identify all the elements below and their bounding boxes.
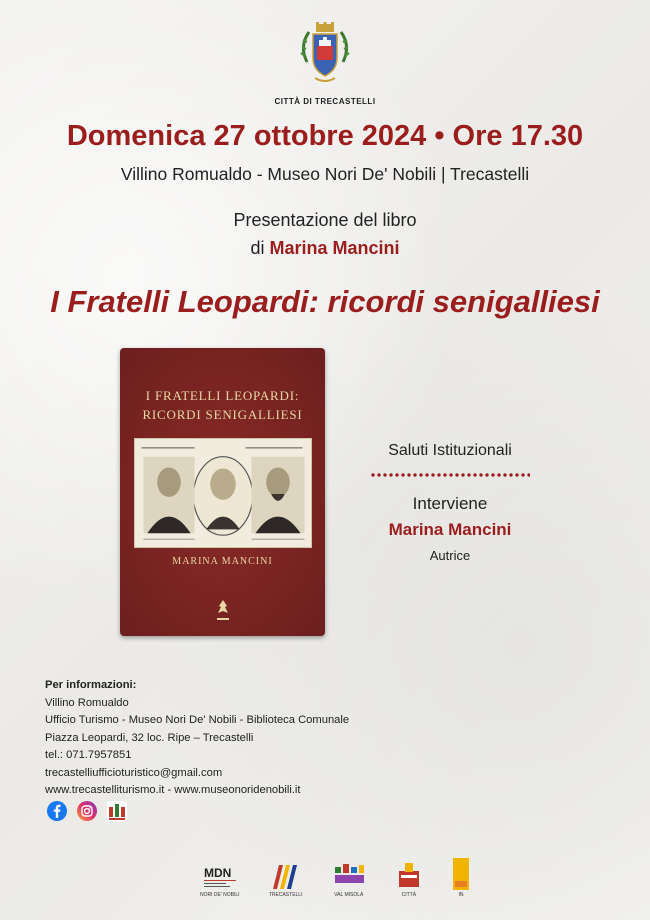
event-venue: Villino Romualdo - Museo Nori De' Nobili | Trecastelli bbox=[120, 164, 530, 184]
biblioteca-caption: TRECASTELLI bbox=[268, 892, 303, 898]
author-name: Marina Mancini bbox=[269, 238, 400, 258]
info-phone: tel.: 071.7957851 bbox=[45, 749, 132, 761]
cover-title-line1: I FRATELLI LEOPARDI: bbox=[145, 388, 300, 403]
social-icons bbox=[46, 800, 128, 822]
info-block bbox=[45, 677, 349, 800]
author-line bbox=[0, 238, 650, 259]
in-logo-icon bbox=[452, 857, 470, 891]
publisher-logo-icon bbox=[214, 598, 232, 624]
presentation-label: Presentazione del libro bbox=[233, 210, 417, 230]
in-caption: IN bbox=[458, 892, 464, 898]
info-line: Villino Romualdo bbox=[45, 696, 129, 709]
speaker-role: Autrice bbox=[429, 548, 471, 563]
val-misola-caption: VAL MISOLA bbox=[334, 892, 364, 898]
in-logo bbox=[452, 854, 470, 898]
biblioteca-logo-icon bbox=[269, 861, 303, 891]
mdn-logo-icon bbox=[202, 863, 238, 891]
trecastelli-app-icon[interactable] bbox=[106, 800, 128, 822]
info-line: Piazza Leopardi, 32 loc. Ripe – Trecastelli bbox=[45, 731, 254, 744]
mdn-caption: NORI DE' NOBILI bbox=[200, 892, 240, 898]
city-crest-icon bbox=[297, 22, 353, 88]
instagram-icon[interactable] bbox=[76, 800, 98, 822]
val-misola-logo-icon bbox=[332, 861, 366, 891]
saluti-istituzionali: Saluti Istituzionali bbox=[388, 442, 512, 459]
cover-title bbox=[120, 386, 325, 424]
mdn-museum-logo bbox=[200, 854, 240, 898]
cover-author: MARINA MANCINI bbox=[172, 556, 273, 567]
interviene-label: Interviene bbox=[412, 494, 488, 513]
partner-logos bbox=[200, 852, 470, 900]
event-date-time: Domenica 27 ottobre 2024 • Ore 17.30 bbox=[66, 120, 584, 152]
citta-logo-icon bbox=[395, 861, 423, 891]
speaker-name: Marina Mancini bbox=[388, 520, 512, 539]
dotted-divider bbox=[370, 473, 530, 477]
book-cover bbox=[120, 348, 325, 636]
facebook-icon[interactable] bbox=[46, 800, 68, 822]
biblioteca-logo bbox=[269, 854, 303, 898]
citta-caption: CITTÀ bbox=[401, 892, 417, 898]
info-email[interactable]: trecastelliufficioturistico@gmail.com bbox=[45, 766, 223, 779]
val-misola-logo bbox=[332, 854, 366, 898]
citta-logo bbox=[395, 854, 423, 898]
cover-portraits-image bbox=[134, 438, 312, 548]
info-line: Ufficio Turismo - Museo Nori De' Nobili - Biblioteca Comunale bbox=[45, 714, 350, 726]
info-websites[interactable]: www.trecastelliturismo.it - www.museonoridenobili.it bbox=[45, 784, 301, 796]
city-name: CITTÀ DI TRECASTELLI bbox=[274, 97, 376, 106]
svg-text:MDN: MDN bbox=[203, 866, 232, 880]
book-title: I Fratelli Leopardi: ricordi senigalliesi bbox=[50, 284, 600, 319]
cover-title-line2: RICORDI SENIGALLIESI bbox=[142, 407, 303, 422]
author-prefix: di bbox=[250, 238, 265, 258]
header bbox=[0, 22, 650, 106]
info-header: Per informazioni: bbox=[45, 679, 137, 691]
